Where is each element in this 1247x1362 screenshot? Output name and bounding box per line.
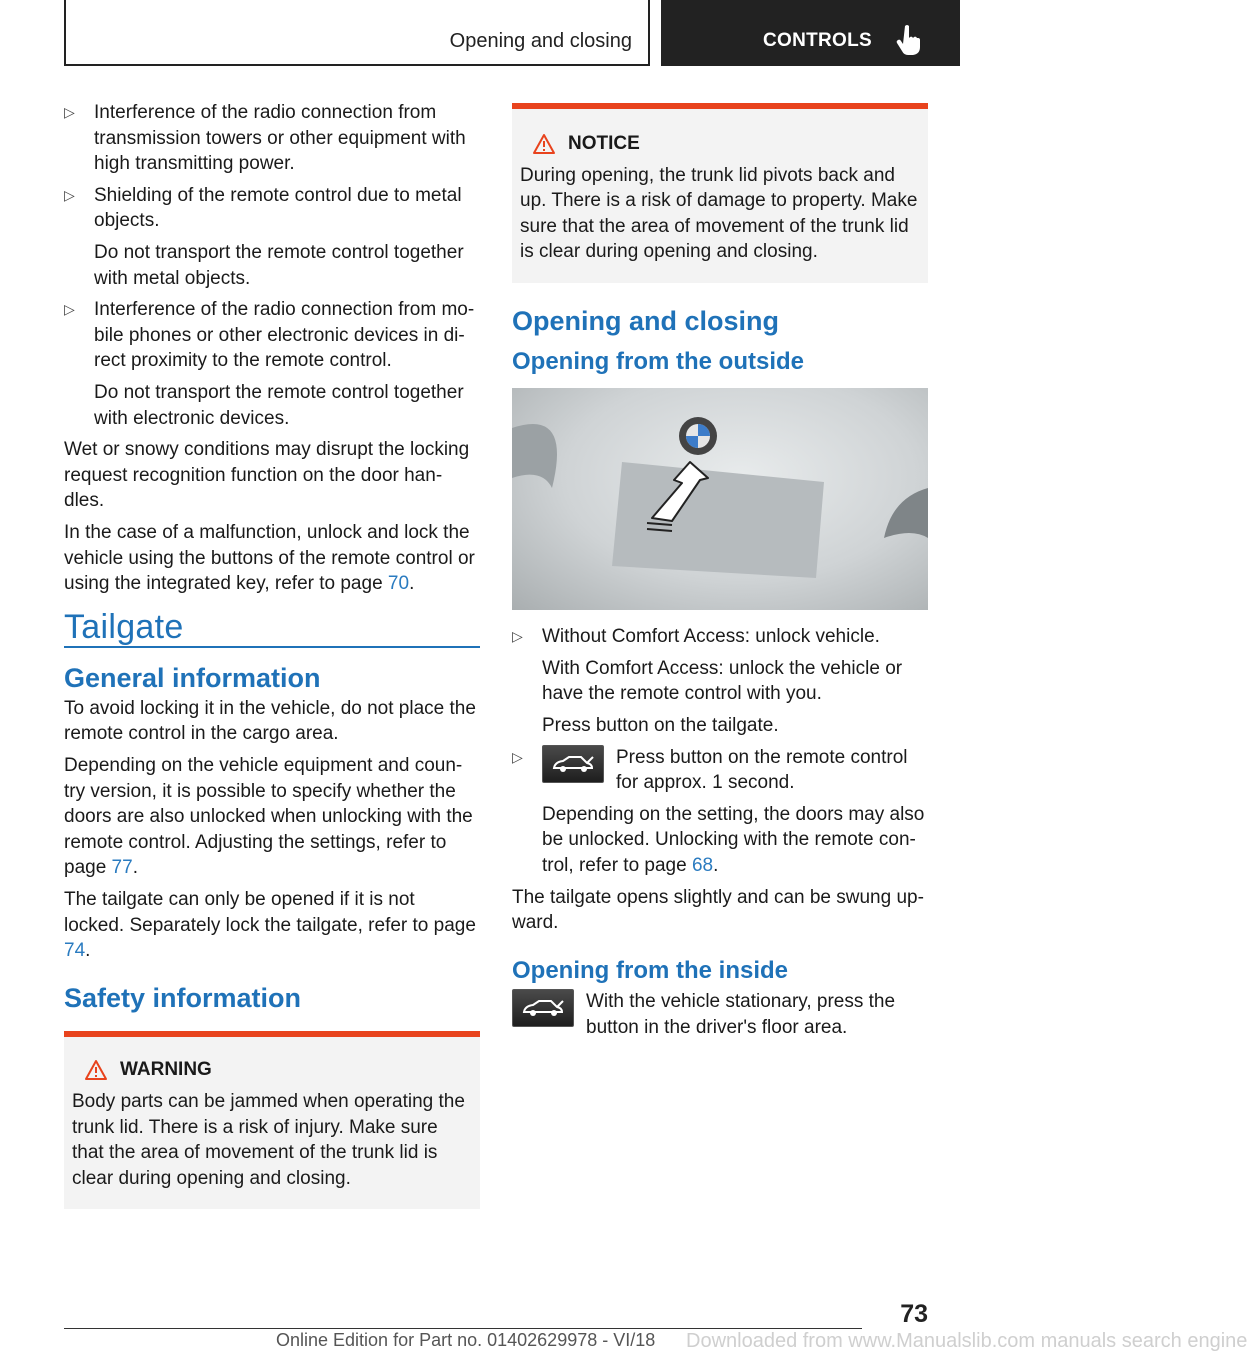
warning-box — [64, 1031, 480, 1209]
triangle-bullet-icon: ▷ — [64, 186, 75, 203]
general-text-2-body: Depending on the vehicle equipment and coun‐try version, it is possible to specify whether the doors are also unlocked when unlocking with the remote control. Adjusting the settings, refer to page — [64, 755, 473, 879]
page-link-70[interactable]: 70 — [387, 573, 410, 595]
bullet-text: Press button on the remote control for approx. 1 second. — [616, 746, 908, 794]
pointing-hand-icon — [896, 24, 922, 56]
warning-triangle-icon — [533, 134, 555, 154]
footer-edition: Online Edition for Part no. 01402629978 - VI/18 — [276, 1330, 656, 1350]
tailgate-opens-text: The tailgate opens slightly and can be swung up‐ward. — [512, 886, 924, 934]
opening-from-inside-heading: Opening from the inside — [512, 956, 789, 984]
triangle-bullet-icon: ▷ — [64, 104, 75, 120]
page-link-77[interactable]: 77 — [111, 857, 133, 879]
bullet-text: Shielding of the remote control due to metal objects. — [94, 184, 462, 232]
bullet-body: Depending on the setting, the doors may also be unlocked. Unlocking with the remote con‐trol, refer to page — [542, 803, 925, 876]
opening-and-closing-heading: Opening and closing — [512, 305, 780, 336]
inside-button-row — [512, 989, 928, 1046]
general-text-3: The tailgate can only be opened if it is not locked. Separately lock the tailgate, refer to page 74. — [64, 889, 476, 962]
bullet-text: Without Comfort Access: unlock vehicle. — [542, 626, 880, 648]
tailgate-button-icon — [542, 745, 604, 783]
general-text-3-body: The tailgate can only be opened if it is not locked. Separately lock the tailgate, refer to page — [64, 889, 476, 936]
general-information-heading: General information — [64, 663, 321, 694]
notice-header — [520, 131, 920, 157]
warning-title: WARNING — [120, 1059, 212, 1081]
warning-triangle-icon — [85, 1060, 107, 1080]
notice-box — [512, 103, 928, 283]
watermark — [686, 1330, 1247, 1353]
opening-from-outside-heading: Opening from the outside — [512, 347, 804, 375]
safety-information-heading: Safety information — [64, 982, 302, 1013]
bullet-text: Interference of the radio connection from mo‐bile phones or other electronic devices in di‐rect proximity to the remote control. — [94, 299, 475, 372]
header-section-title: Opening and closing — [449, 30, 632, 52]
watermark-text: Downloaded from www.Manualslib.com manuals search engine — [686, 1330, 1247, 1352]
malfunction-body: In the case of a malfunction, unlock and lock the vehicle using the buttons of the remote control or using the integrated key, refer to page — [64, 521, 475, 595]
general-text-1: To avoid locking it in the vehicle, do not place the remote control in the cargo area. — [64, 697, 476, 745]
tailgate-photo — [512, 388, 928, 610]
warning-header — [72, 1057, 472, 1083]
right-column — [512, 103, 928, 1046]
notice-text: During opening, the trunk lid pivots back and up. There is a risk of damage to property. Make sure that the area of movement of the trunk lid is clear during opening and closing. — [520, 164, 918, 263]
tailgate-illustration — [512, 388, 928, 610]
footer-divider — [64, 1328, 862, 1329]
header-chapter-title: CONTROLS — [763, 30, 873, 51]
warning-text: Body parts can be jammed when operating the trunk lid. There is a risk of injury. Make sure that the area of movement of the trunk lid is clear during opening and closing. — [72, 1091, 465, 1189]
tailgate-button-icon — [512, 989, 574, 1027]
triangle-bullet-icon: ▷ — [512, 628, 523, 645]
bullet-text: Do not transport the remote control together with metal objects. — [94, 241, 464, 289]
list-item — [64, 297, 480, 431]
list-item — [512, 745, 928, 879]
bullet-text: Do not transport the remote control together with electronic devices. — [94, 381, 464, 429]
malfunction-text: In the case of a malfunction, unlock and lock the vehicle using the buttons of the remote control or using the integrated key, refer to page 70. — [64, 521, 475, 595]
notice-title: NOTICE — [568, 133, 640, 154]
header-section-tab — [64, 0, 650, 66]
inside-text: With the vehicle stationary, press the button in the driver's floor area. — [586, 991, 896, 1038]
list-item — [512, 624, 928, 738]
list-item — [64, 183, 480, 291]
chapter-title: Tailgate — [64, 615, 480, 649]
bullet-text: Press button on the tailgate. — [542, 714, 779, 736]
bullet-text: Depending on the setting, the doors may also be unlocked. Unlocking with the remote con‐trol, refer to page 68. — [542, 803, 925, 876]
bullet-text: With Comfort Access: unlock the vehicle or have the remote control with you. — [542, 657, 903, 705]
page-link-68[interactable]: 68 — [691, 854, 714, 876]
wet-conditions-text: Wet or snowy conditions may disrupt the locking request recognition function on the door han‐dles. — [64, 439, 470, 512]
page-number: 73 — [900, 1300, 928, 1328]
page-link-74[interactable]: 74 — [64, 940, 86, 962]
general-text-2: Depending on the vehicle equipment and coun‐try version, it is possible to specify whether the doors are also unlocked when unlocking with the remote control. Adjusting the settings, refer to page 77. — [64, 755, 473, 879]
triangle-bullet-icon: ▷ — [64, 301, 75, 318]
remote-button-row — [542, 745, 928, 802]
triangle-bullet-icon: ▷ — [512, 748, 523, 765]
bullet-text: Interference of the radio connection from transmission towers or other equipment with high transmitting power. — [94, 102, 466, 175]
list-item — [64, 100, 480, 177]
left-column — [64, 100, 480, 1209]
